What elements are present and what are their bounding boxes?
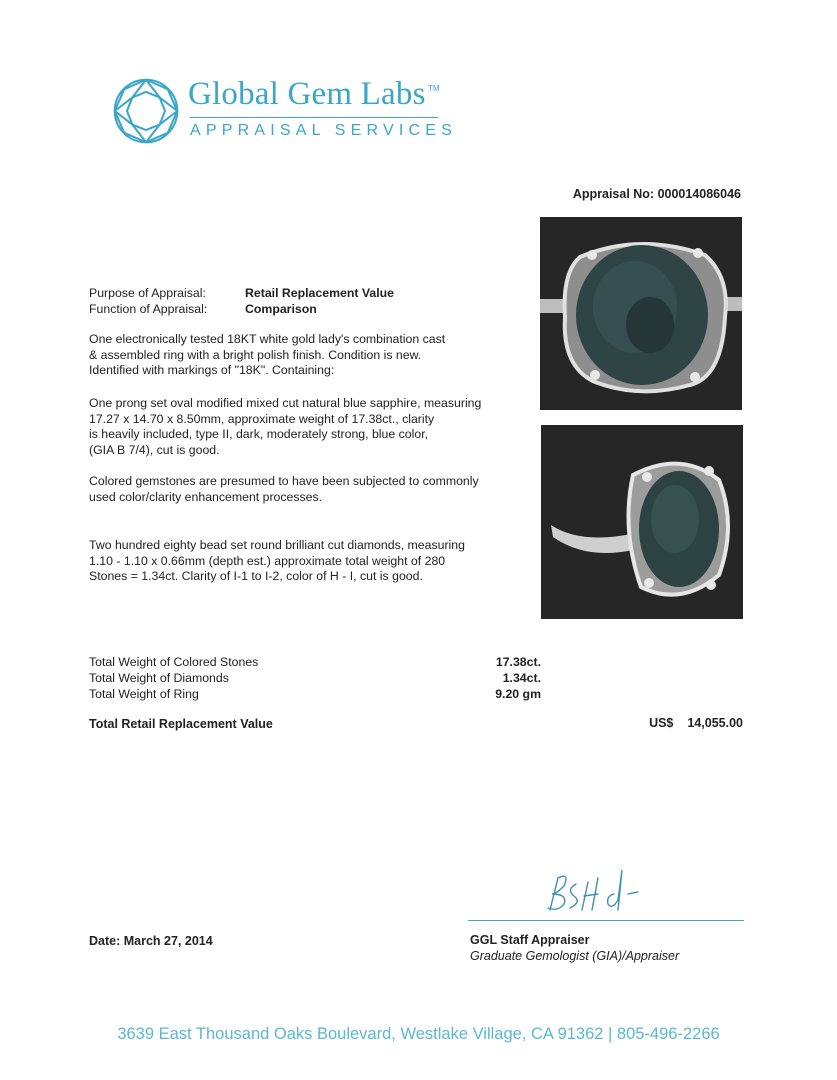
text-line: 17.27 x 14.70 x 8.50mm, approximate weight of 17.38ct., clarity bbox=[89, 411, 435, 426]
sapphire-paragraph bbox=[89, 396, 529, 458]
weight-label: Total Weight of Colored Stones bbox=[89, 655, 259, 669]
total-value-label: Total Retail Replacement Value bbox=[89, 717, 273, 731]
purpose-label: Purpose of Appraisal: bbox=[89, 286, 206, 300]
footer-address: 3639 East Thousand Oaks Boulevard, Westlake Village, CA 91362 | 805-496-2266 bbox=[117, 1025, 720, 1043]
diamonds-paragraph bbox=[89, 538, 529, 585]
currency-label: US$ bbox=[649, 716, 674, 730]
text-line: is heavily included, type II, dark, moderately strong, blue color, bbox=[89, 427, 429, 441]
appraiser-credentials: Graduate Gemologist (GIA)/Appraiser bbox=[470, 949, 680, 963]
ring-angle-image bbox=[541, 425, 743, 619]
text-line: Two hundred eighty bead set round brilliant cut diamonds, measuring bbox=[89, 538, 465, 552]
text-line: 1.10 - 1.10 x 0.66mm (depth est.) approximate total weight of 280 bbox=[89, 553, 446, 568]
text-line: Identified with markings of "18K". Containing: bbox=[89, 363, 335, 377]
function-row bbox=[89, 302, 394, 318]
brand-subtitle: APPRAISAL SERVICES bbox=[190, 122, 458, 139]
signature-line bbox=[468, 920, 744, 921]
text-line: used color/clarity enhancement processes. bbox=[89, 489, 323, 504]
function-value: Comparison bbox=[245, 301, 317, 316]
brand-divider bbox=[190, 117, 438, 118]
weight-value: 9.20 gm bbox=[495, 687, 541, 702]
trademark-mark: TM bbox=[428, 84, 440, 93]
appraisal-number: Appraisal No: 000014086046 bbox=[572, 187, 741, 201]
weights-table bbox=[89, 654, 541, 703]
weight-row bbox=[89, 686, 541, 702]
appraisal-date: Date: March 27, 2014 bbox=[89, 934, 213, 948]
item-description-paragraph bbox=[89, 332, 529, 379]
text-line: Stones = 1.34ct. Clarity of I-1 to I-2, color of H - I, cut is good. bbox=[89, 569, 423, 583]
weight-value: 17.38ct. bbox=[495, 655, 541, 669]
weight-row bbox=[89, 670, 541, 686]
weight-value: 1.34ct. bbox=[502, 671, 541, 686]
brand-name: Global Gem Labs bbox=[188, 76, 426, 112]
function-label: Function of Appraisal: bbox=[89, 301, 208, 316]
purpose-row bbox=[89, 286, 394, 302]
text-line: One prong set oval modified mixed cut natural blue sapphire, measuring bbox=[89, 396, 482, 410]
amount-value: 14,055.00 bbox=[687, 716, 743, 730]
total-value-amount bbox=[649, 716, 743, 730]
appraiser-title: GGL Staff Appraiser bbox=[470, 933, 590, 947]
text-line: & assembled ring with a bright polish finish. Condition is new. bbox=[89, 347, 422, 362]
text-line: (GIA B 7/4), cut is good. bbox=[89, 442, 220, 457]
weight-label: Total Weight of Ring bbox=[89, 687, 199, 702]
purpose-value: Retail Replacement Value bbox=[245, 286, 394, 300]
weight-label: Total Weight of Diamonds bbox=[89, 671, 229, 686]
weight-row bbox=[89, 654, 541, 670]
text-line: Colored gemstones are presumed to have been subjected to commonly bbox=[89, 474, 479, 488]
appraiser-signature bbox=[536, 864, 646, 916]
ring-top-image bbox=[540, 217, 742, 410]
text-line: One electronically tested 18KT white gold lady's combination cast bbox=[89, 332, 446, 346]
purpose-function-block bbox=[89, 286, 394, 317]
ring-photo-angle bbox=[541, 425, 743, 619]
enhancement-paragraph bbox=[89, 474, 529, 505]
gem-logo-icon bbox=[112, 77, 180, 145]
ring-photo-top bbox=[540, 217, 742, 410]
